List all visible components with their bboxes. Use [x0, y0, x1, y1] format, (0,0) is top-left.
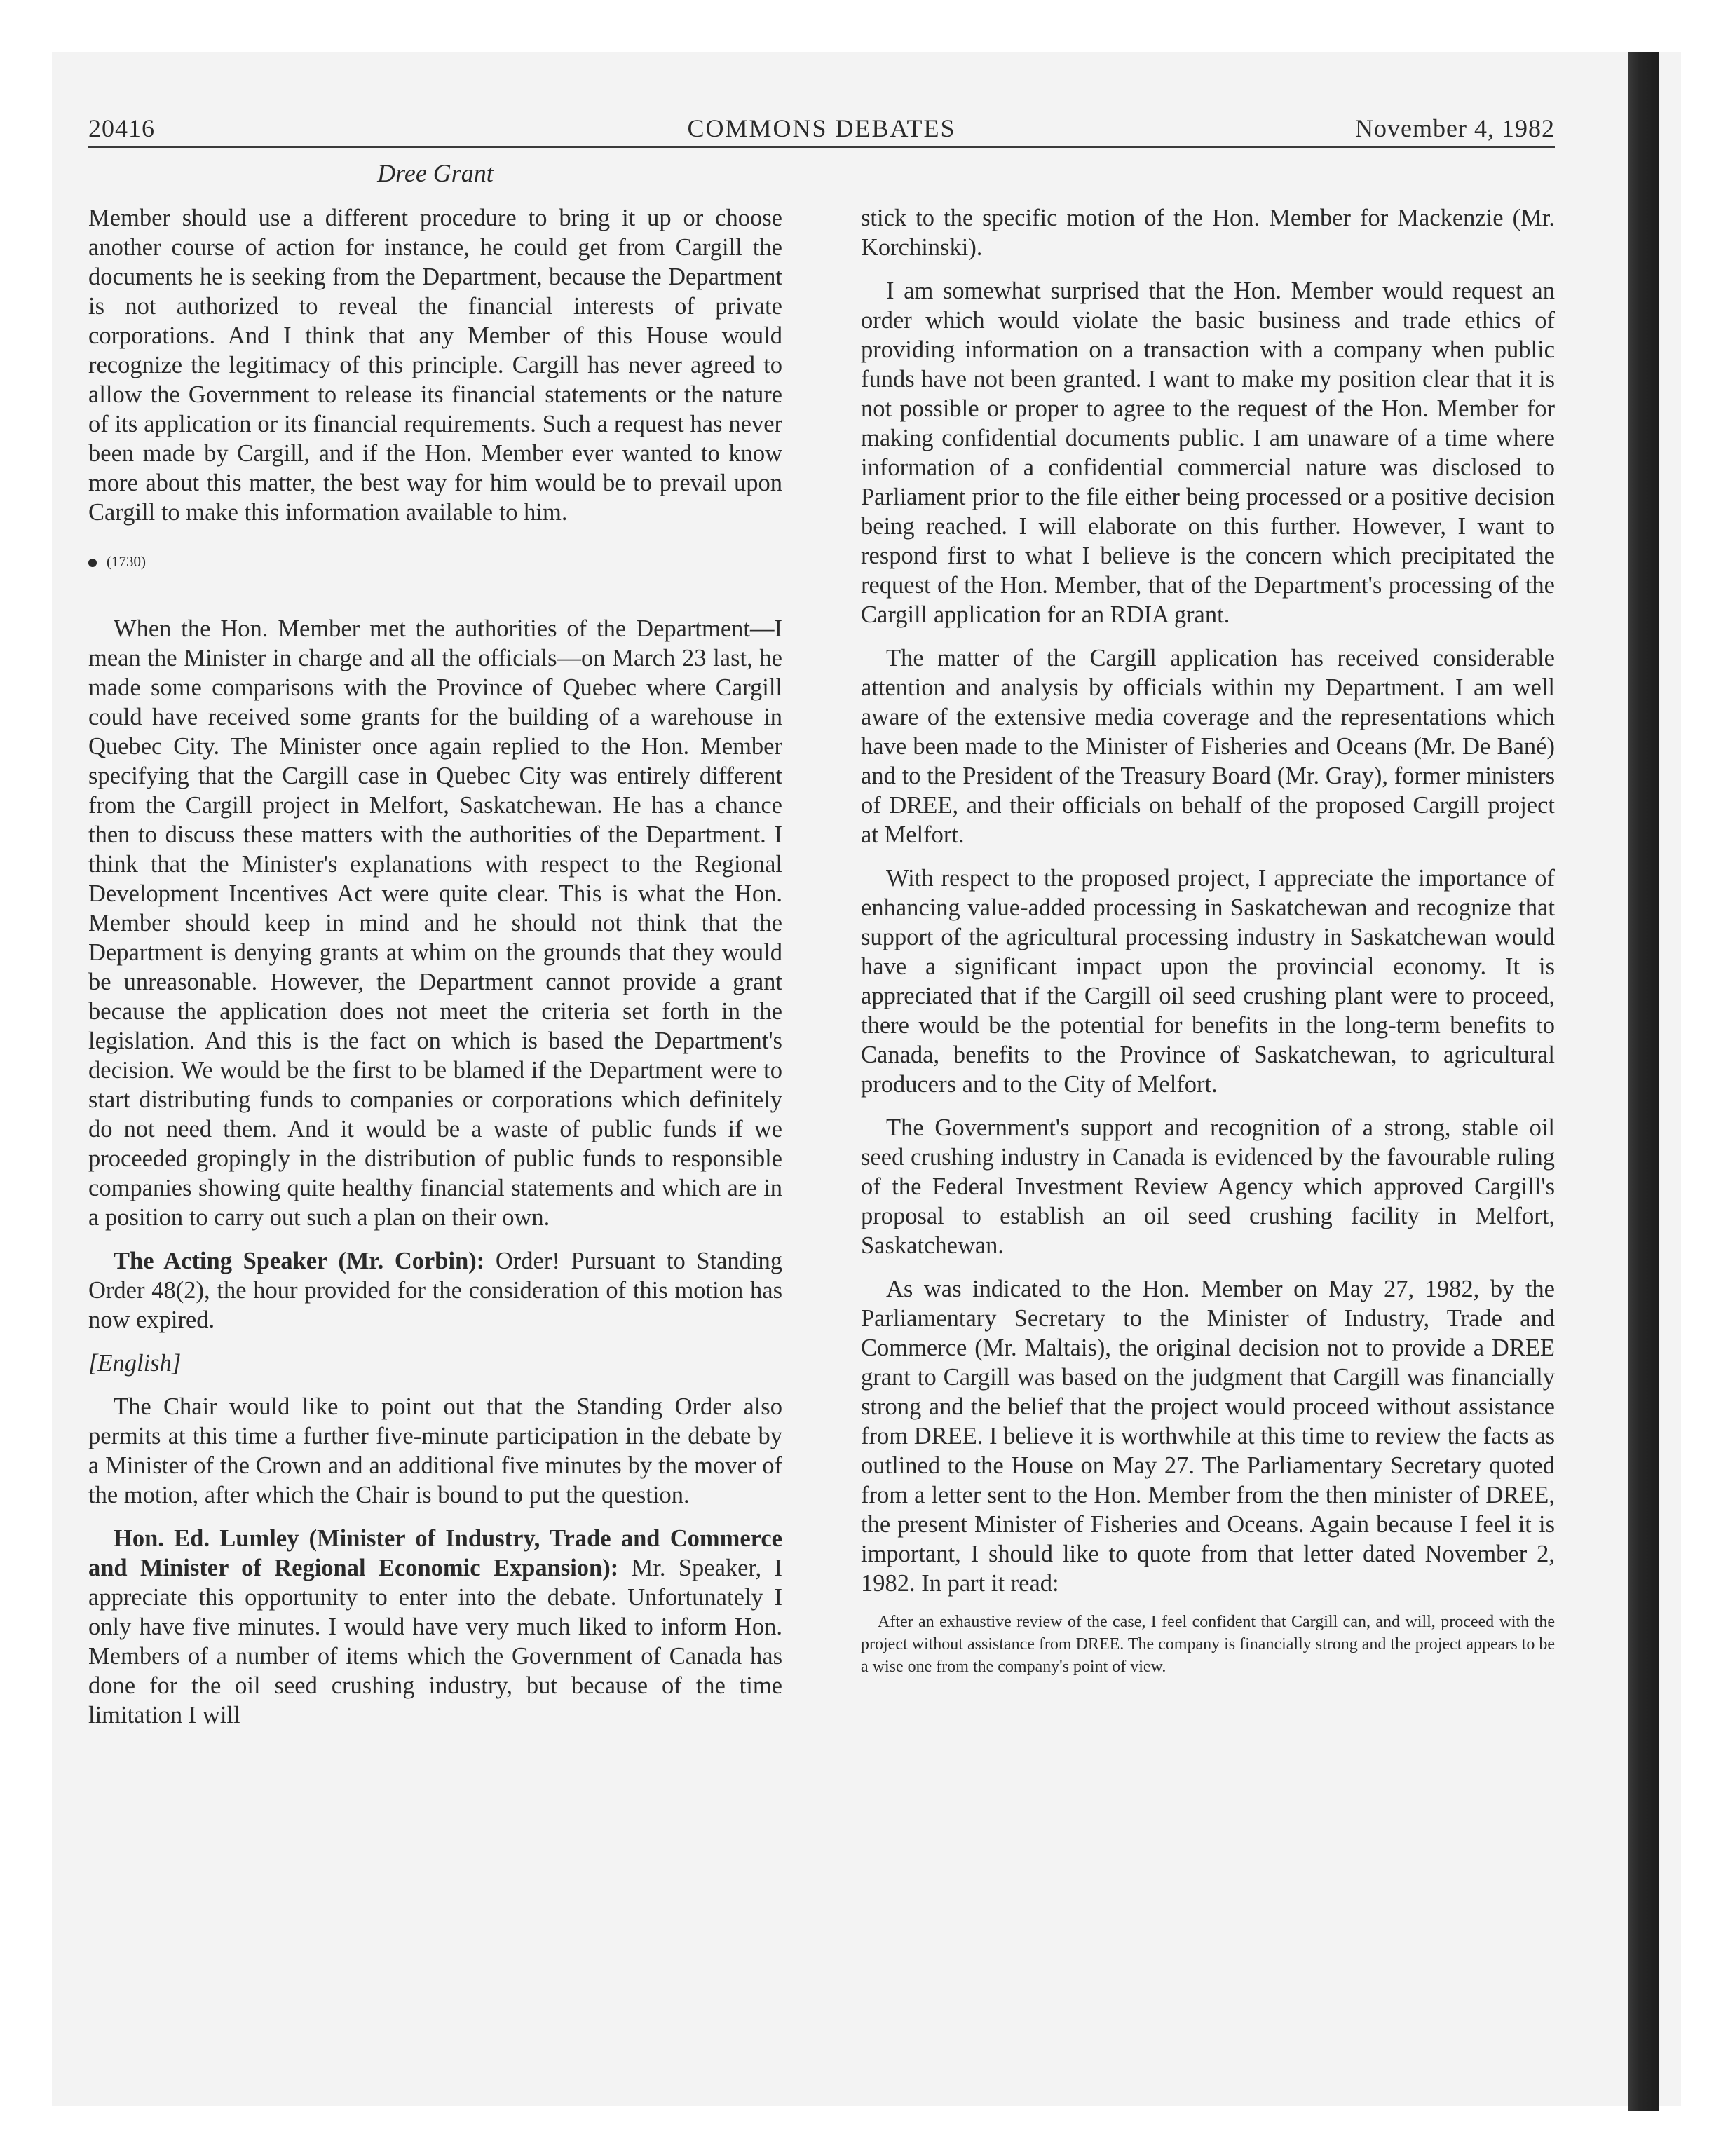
- paragraph: The Chair would like to point out that the Standing Order also permits at this time a further five-minute participation in the debate by a Minister of the Crown and an additional five minutes by the mover of the motion, after which the Chair is bound to put the question.: [88, 1393, 782, 1508]
- paragraph: Member should use a different procedure to bring it up or choose another course of action for instance, he could get from Cargill the documents he is seeking from the Department, because the Department is not authorized to reveal the financial interests of private corporations. And I think that any Member of this House would recognize the legitimacy of this principle. Cargill has never agreed to allow the Government to release its financial statements or the nature of its application or its financial requirements. Such a request has never been made by Cargill, and if the Hon. Member ever wanted to know more about this matter, the best way for him would be to prevail upon Cargill to make this information available to him.: [88, 205, 782, 526]
- publication-date: November 4, 1982: [1355, 114, 1555, 142]
- header-rule: [88, 146, 1555, 148]
- paragraph: I am somewhat surprised that the Hon. Member would request an order which would violate the basic business and trade ethics of providing information on a transaction with a company when public funds have not been granted. I want to make my position clear that it is not possible or proper to agree to the request of the Hon. Member for making confidential documents public. I am unaware of a time where information of a confidential commercial nature was disclosed to Parliament prior to the file either being processed or a positive decision being reached. I will elaborate on this further. However, I want to respond first to what I believe is the concern which precipitated the request of the Hon. Member, that of the Department's processing of the Cargill application for an RDIA grant.: [861, 278, 1555, 628]
- paragraph: With respect to the proposed project, I appreciate the importance of enhancing value-added processing in Saskatchewan and recognize that support of the agricultural processing industry in Saskatchewan would have a significant impact upon the provincial economy. It is appreciated that if the Cargill oil seed crushing plant were to proceed, there would be the potential for benefits in the long-term benefits to Canada, benefits to the Province of Saskatchewan, to agricultural producers and to the City of Melfort.: [861, 865, 1555, 1098]
- page-number: 20416: [88, 114, 155, 142]
- paragraph: When the Hon. Member met the authorities of the Department—I mean the Minister in charge and all the officials—on March 23 last, he made some comparisons with the Province of Quebec where Cargill could have received some grants for the building of a warehouse in Quebec City. The Minister once again replied to the Hon. Member specifying that the Cargill case in Quebec City was entirely different from the Cargill project in Melfort, Saskatchewan. He has a chance then to discuss these matters with the authorities of the Department. I think that the Minister's explanations with respect to the Regional Development Incentives Act were quite clear. This is what the Hon. Member should keep in mind and he should not think that the Department is denying grants at whim on the grounds that they would be unreasonable. However, the Department cannot provide a grant because the application does not meet the criteria set forth in the legislation. And this is the fact on which is based the Department's decision. We would be the first to be blamed if the Department were to start distributing funds to companies or corporations which definitely do not need them. And it would be a waste of public funds if we proceeded gropingly in the distribution of public funds to responsible companies showing quite healthy financial statements and which are in a position to carry out such a plan on their own.: [88, 615, 782, 1231]
- speaker-paragraph: [88, 1246, 782, 1335]
- right-column: [861, 203, 1555, 1678]
- left-column: [88, 203, 782, 1730]
- block-quote: After an exhaustive review of the case, I feel confident that Cargill can, and will, proceed with the project without assistance from DREE. The company is financially strong and the project appears to be a wise one from the company's point of view.: [861, 1613, 1555, 1676]
- speaker-name: Hon. Ed. Lumley (Minister of Industry, Trade and Commerce and Minister of Regional Economic Expansion):: [88, 1525, 782, 1581]
- time-marker-label: (1730): [107, 553, 146, 570]
- paragraph: The Government's support and recognition of a strong, stable oil seed crushing industry in Canada is evidenced by the favourable ruling of the Federal Investment Review Agency which approved Cargill's proposal to establish an oil seed crushing facility in Melfort, Saskatchewan.: [861, 1114, 1555, 1259]
- speech-text: Mr. Speaker, I appreciate this opportunity to enter into the debate. Unfortunately I only have five minutes. I would have very much liked to inform Hon. Members of a number of items which the Government of Canada has done for the oil seed crushing industry, but because of the time limitation I will: [88, 1555, 783, 1728]
- binding-edge: [1628, 52, 1659, 2111]
- speech-text: Order! Pursuant to Standing Order 48(2), the hour provided for the consideration of this motion has now expired.: [88, 1248, 782, 1333]
- speaker-name: The Acting Speaker (Mr. Corbin):: [114, 1248, 485, 1274]
- subject-heading: Dree Grant: [377, 159, 494, 187]
- time-marker: [88, 551, 782, 572]
- bullet-icon: [88, 559, 97, 567]
- running-header: [88, 112, 1555, 144]
- language-marker: [English]: [88, 1350, 182, 1377]
- paragraph: The matter of the Cargill application has received considerable attention and analysis by officials within my Department. I am well aware of the extensive media coverage and the representations which have been made to the Minister of Fisheries and Oceans (Mr. De Bané) and to the President of the Treasury Board (Mr. Gray), former ministers of DREE, and their officials on behalf of the proposed Cargill project at Melfort.: [861, 645, 1555, 848]
- paragraph: As was indicated to the Hon. Member on May 27, 1982, by the Parliamentary Secretary to the Minister of Industry, Trade and Commerce (Mr. Maltais), the original decision not to provide a DREE grant to Cargill was based on the judgment that Cargill was financially strong and the belief that the project would proceed without assistance from DREE. I believe it is worthwhile at this time to review the facts as outlined to the House on May 27. The Parliamentary Secretary quoted from a letter sent to the Hon. Member from the then minister of DREE, the present Minister of Fisheries and Oceans. Again because I feel it is important, I should like to quote from that letter dated November 2, 1982. In part it read:: [861, 1276, 1555, 1597]
- publication-title: COMMONS DEBATES: [687, 114, 956, 142]
- speaker-paragraph: [88, 1524, 782, 1730]
- paragraph: stick to the specific motion of the Hon. Member for Mackenzie (Mr. Korchinski).: [861, 205, 1555, 261]
